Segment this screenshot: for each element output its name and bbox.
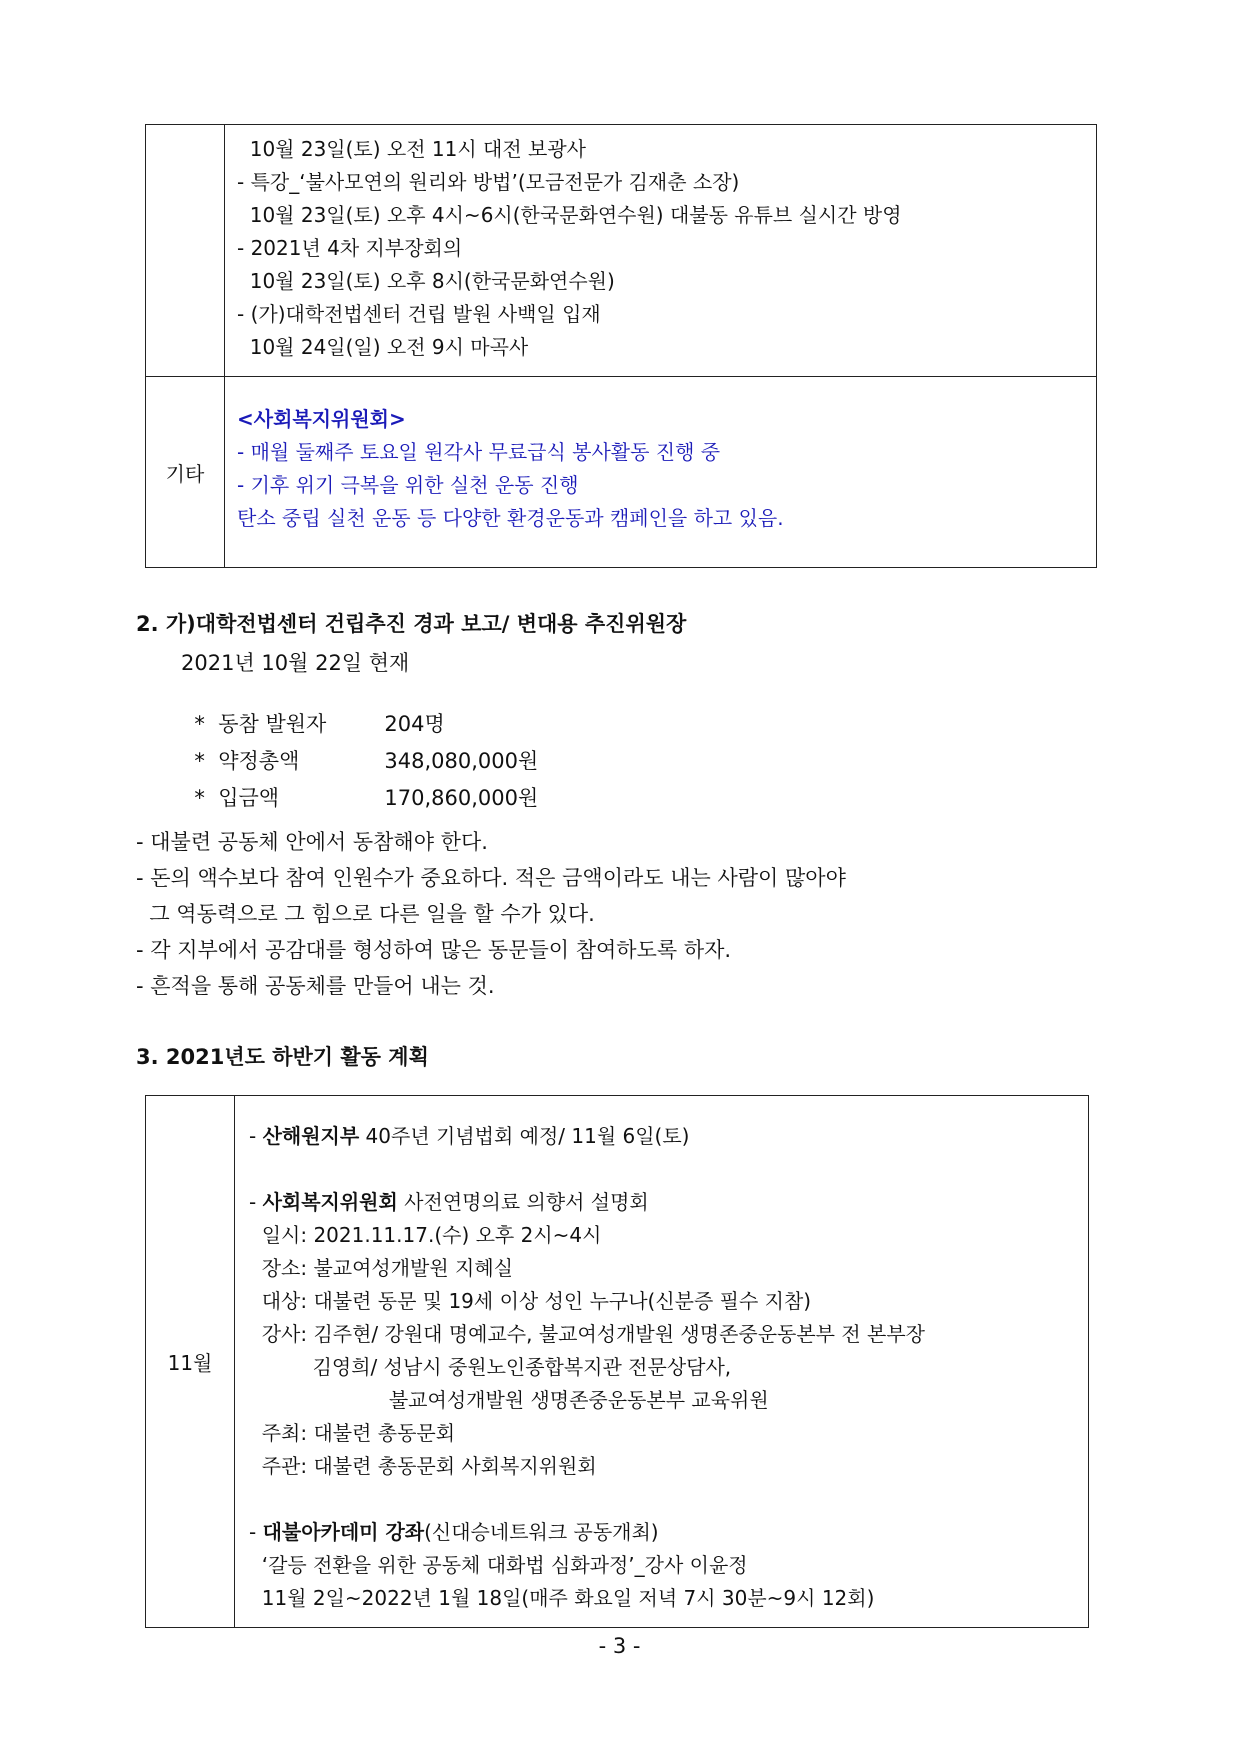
plan-detail-line: 대상: 대불련 동문 및 19세 이상 성인 누구나(신분증 필수 지참): [249, 1289, 812, 1313]
row2-line: - 매월 둘째주 토요일 원각사 무료급식 봉사활동 진행 중: [237, 440, 721, 464]
row1-line: - (가)대학전법센터 건립 발원 사백일 입재: [237, 302, 601, 326]
section2-bullet: 그 역동력으로 그 힘으로 다른 일을 할 수가 있다.: [136, 902, 595, 926]
plan-item-branch: - 산해원지부 40주년 기념법회 예정/ 11월 6일(토): [249, 1124, 690, 1148]
row1-line: 10월 23일(토) 오전 11시 대전 보광사: [237, 137, 586, 161]
section2-bullet: - 대불련 공동체 안에서 동참해야 한다.: [136, 830, 488, 854]
row1-line: 10월 23일(토) 오후 4시~6시(한국문화연수원) 대불동 유튜브 실시간 방영: [237, 203, 902, 227]
row1-line: 10월 24일(일) 오전 9시 마곡사: [237, 335, 529, 359]
row1-line: - 특강_‘불사모연의 원리와 방법’(모금전문가 김재춘 소장): [237, 170, 740, 194]
plan-item-academy: - 대불아카데미 강좌(신대승네트워크 공동개최): [249, 1520, 659, 1544]
activity-table-top: [145, 124, 1097, 568]
stat-value: 204명: [384, 712, 445, 736]
plan-item-welfare: - 사회복지위원회 사전연명의료 의향서 설명회: [249, 1190, 649, 1214]
section2-bullet: - 각 지부에서 공감대를 형성하여 많은 동문들이 참여하도록 하자.: [136, 938, 732, 962]
section2-bullet: - 흔적을 통해 공동체를 만들어 내는 것.: [136, 974, 495, 998]
plan-item-title: 대불아카데미 강좌: [262, 1520, 425, 1544]
plan-item-detail: (신대승네트워크 공동개최): [424, 1520, 659, 1544]
row2-label: 기타: [146, 377, 225, 568]
row1-label-cell: [146, 125, 225, 377]
plan-detail-line: 일시: 2021.11.17.(수) 오후 2시~4시: [249, 1223, 602, 1247]
page-number: - 3 -: [598, 1634, 641, 1658]
plan-detail-line: 강사: 김주현/ 강원대 명예교수, 불교여성개발원 생명존중운동본부 전 본부장: [249, 1322, 925, 1346]
stat-value: 170,860,000원: [384, 786, 539, 810]
month-label: 11월: [146, 1096, 235, 1628]
plan-detail-line: 11월 2일~2022년 1월 18일(매주 화요일 저녁 7시 30분~9시 12회): [249, 1586, 875, 1610]
plan-detail-line: ‘갈등 전환을 위한 공동체 대화법 심화과정’_강사 이윤정: [249, 1553, 748, 1577]
plan-detail-line: 불교여성개발원 생명존중운동본부 교육위원: [249, 1388, 769, 1412]
section2-date: 2021년 10월 22일 현재: [181, 651, 410, 675]
spacer: [249, 1483, 1088, 1516]
plan-item-title: 산해원지부: [262, 1124, 360, 1148]
committee-heading: <사회복지위원회>: [237, 407, 406, 431]
plan-detail-line: 장소: 불교여성개발원 지혜실: [249, 1256, 514, 1280]
row2-line: - 기후 위기 극복을 위한 실천 운동 진행: [237, 473, 579, 497]
row2-content-cell: [225, 377, 1097, 568]
row1-content-cell: [225, 125, 1097, 377]
activity-plan-table: [145, 1095, 1089, 1628]
plan-content-cell: [235, 1096, 1089, 1628]
section2-bullet: - 돈의 액수보다 참여 인원수가 중요하다. 적은 금액이라도 내는 사람이 많아야: [136, 866, 846, 890]
stat-label: * 약정총액: [194, 749, 300, 773]
stat-label: * 입금액: [194, 786, 280, 810]
stat-row-deposited: [181, 758, 538, 812]
row1-line: - 2021년 4차 지부장회의: [237, 236, 463, 260]
plan-item-detail: 40주년 기념법회 예정/ 11월 6일(토): [359, 1124, 690, 1148]
plan-detail-line: 주최: 대불련 총동문회: [249, 1421, 456, 1445]
row1-line: 10월 23일(토) 오후 8시(한국문화연수원): [237, 269, 615, 293]
section3-heading: 3. 2021년도 하반기 활동 계획: [136, 1045, 429, 1069]
plan-detail-line: 김영희/ 성남시 중원노인종합복지관 전문상담사,: [249, 1355, 732, 1379]
plan-item-title: 사회복지위원회: [262, 1190, 398, 1214]
stat-value: 348,080,000원: [384, 749, 539, 773]
spacer: [249, 1153, 1088, 1186]
section2-heading: 2. 가)대학전법센터 건립추진 경과 보고/ 변대용 추진위원장: [136, 612, 687, 636]
stat-label: * 동참 발원자: [194, 712, 327, 736]
row2-line: 탄소 중립 실천 운동 등 다양한 환경운동과 캠페인을 하고 있음.: [237, 506, 784, 530]
plan-detail-line: 주관: 대불련 총동문회 사회복지위원회: [249, 1454, 597, 1478]
plan-item-detail: 사전연명의료 의향서 설명회: [397, 1190, 649, 1214]
